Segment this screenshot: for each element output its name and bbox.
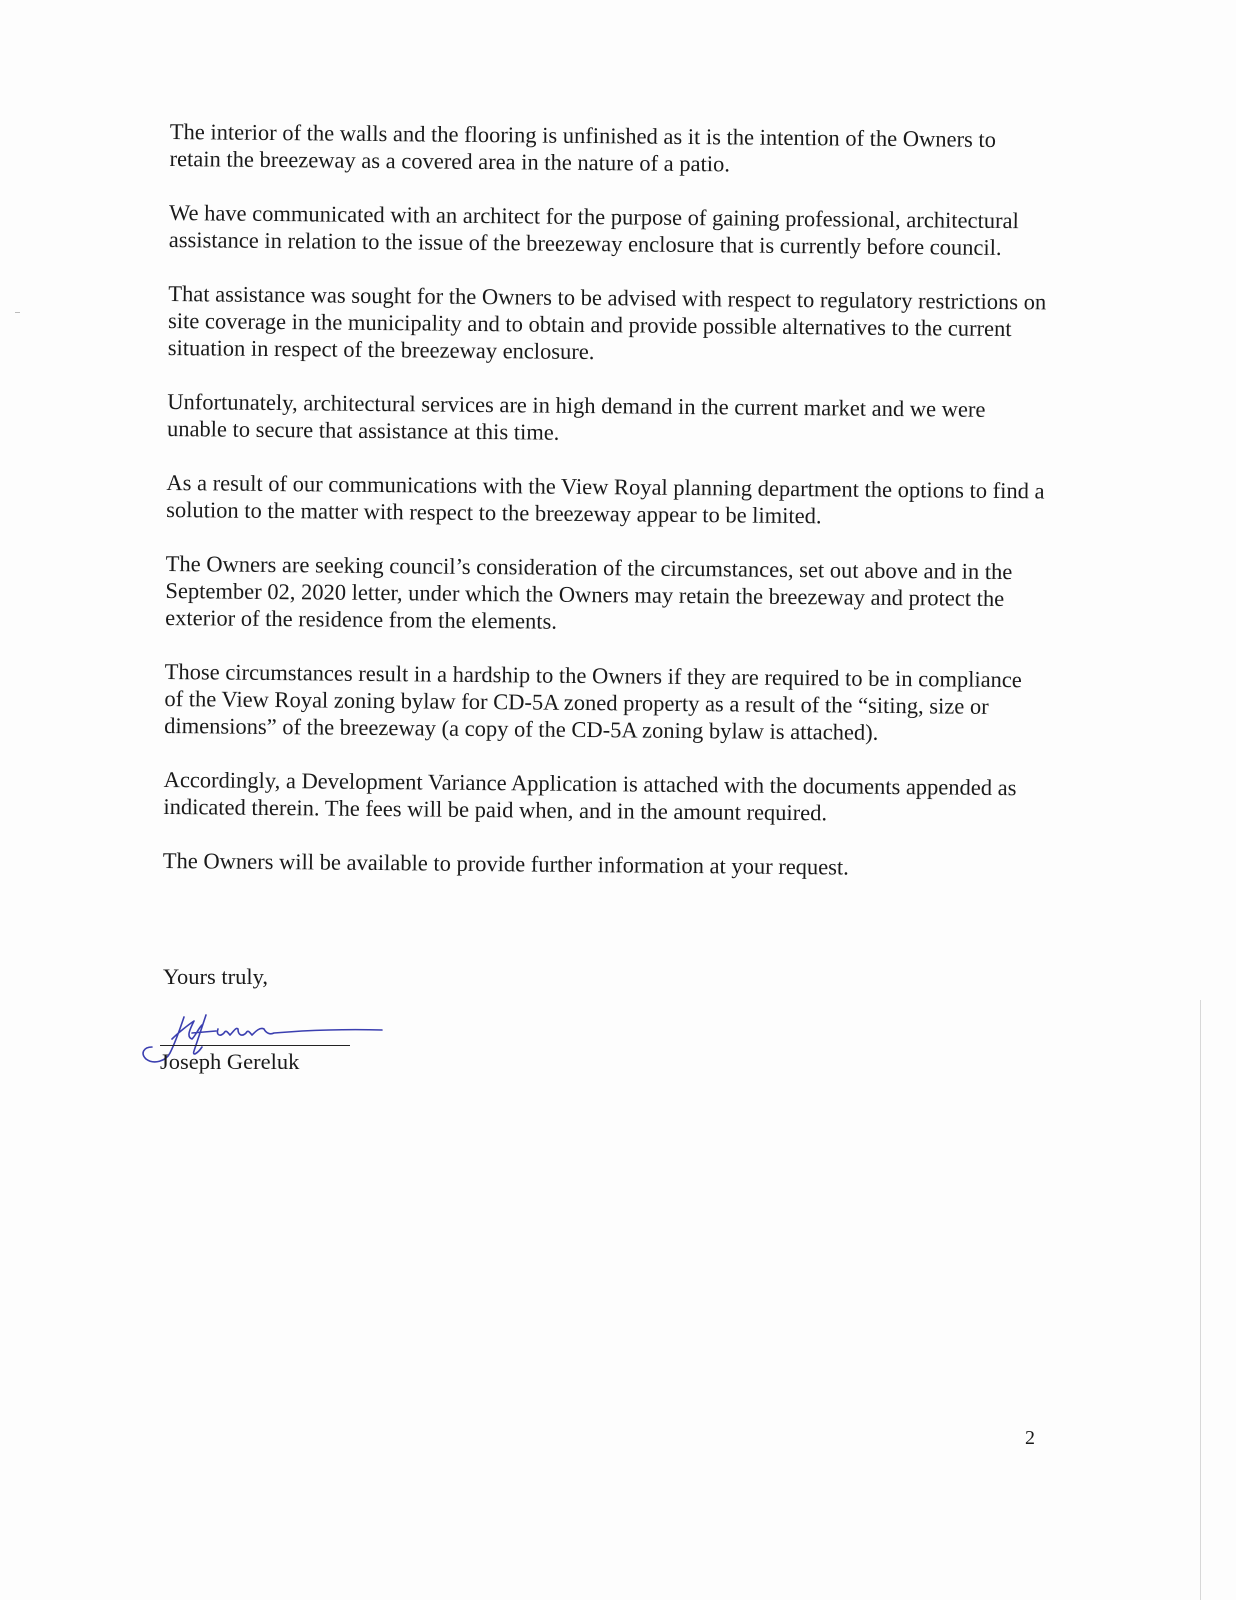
paragraph-planning-department: As a result of our communications with the View Royal planning department the options to find a solution to the matter with respect to the breezeway appear to be limited.	[166, 469, 1045, 529]
letter-body	[162, 118, 1049, 909]
paragraph-assistance-sought: That assistance was sought for the Owners to be advised with respect to regulatory restrictions on site coverage in the municipality and to obtain and provide possible alternatives to the current situation in respect of the breezeway enclosure.	[167, 280, 1047, 365]
closing-salutation: Yours truly,	[163, 964, 269, 989]
paragraph-services-unavailable: Unfortunately, architectural services are in high demand in the current market and we were unable to secure that assistance at this time.	[166, 388, 986, 445]
paragraph-further-information: The Owners will be available to provide further information at your request.	[162, 847, 849, 880]
paragraph-hardship: Those circumstances result in a hardship to the Owners if they are required to be in compliance of the View Royal zoning bylaw for CD-5A zoned property as a result of the “siting, size or dimensions” of the breezeway (a copy of the CD-5A zoning bylaw is attached).	[164, 658, 1022, 745]
scan-artifact	[15, 312, 20, 313]
paragraph-architect-contact: We have communicated with an architect for the purpose of gaining professional, architectural assistance in relation to the issue of the breezeway enclosure that is currently before council.	[168, 199, 1019, 260]
paragraph-interior-unfinished: The interior of the walls and the flooring is unfinished as it is the intention of the Owners to retain the breezeway as a covered area in the nature of a patio.	[169, 118, 997, 177]
paragraph-council-consideration: The Owners are seeking council’s consideration of the circumstances, set out above and in the September 02, 2020 letter, under which the Owners may retain the breezeway and protect the exterior of the residence from the elements.	[165, 550, 1013, 634]
signature-line	[160, 1045, 350, 1046]
page-edge-shadow	[1200, 1000, 1201, 1600]
paragraph-variance-application: Accordingly, a Development Variance Application is attached with the documents appended as indicated therein. The fees will be paid when, and in the amount required.	[163, 766, 1017, 826]
page-number: 2	[1025, 1427, 1035, 1449]
signer-name: Joseph Gereluk	[160, 1049, 300, 1074]
